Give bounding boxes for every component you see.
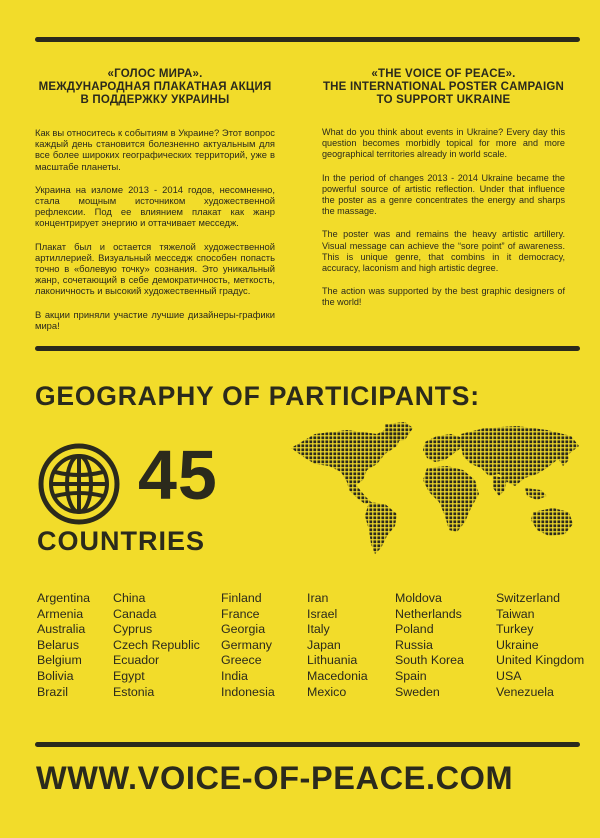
russian-column [35,68,275,343]
country-name: Italy [307,622,330,637]
english-title-line2: THE INTERNATIONAL POSTER CAMPAIGN [322,81,565,93]
world-map-icon [285,420,585,560]
country-name: Belgium [37,653,82,668]
country-name: Switzerland [496,591,561,605]
top-divider [35,37,580,42]
english-title [322,68,565,107]
country-name: Finland [221,591,262,605]
country-name: Taiwan [496,606,535,621]
countries-column-4 [307,591,368,700]
country-name: Estonia [113,684,155,699]
country-name: Spain [395,668,427,683]
countries-column-5 [395,591,464,700]
country-name: Moldova [395,591,442,605]
english-paragraph: The action was supported by the best graphic designers of the world! [322,286,565,308]
country-name: Czech Republic [113,637,200,652]
country-name: USA [496,668,522,683]
country-name: Venezuela [496,684,554,699]
english-paragraph: The poster was and remains the heavy artistic artillery. Visual message can achieve the “sore point” of awareness. This is unique genre, that combins in it democracy, accuracy, laconism and high artistic degree. [322,229,565,274]
country-name: Russia [395,637,433,652]
country-name: Canada [113,606,157,621]
country-name: Bolivia [37,668,74,683]
english-paragraph: What do you think about events in Ukraine? Every day this question becomes morbidly topical for more and more geographical territories already in world scale. [322,127,565,160]
country-name: Argentina [37,591,91,605]
countries-column-2 [113,591,200,700]
country-count: 45 [138,436,218,514]
country-name: Poland [395,622,434,637]
country-name: South Korea [395,653,464,668]
country-name: Sweden [395,684,440,699]
russian-paragraph: Плакат был и остается тяжелой художественной артиллерией. Визуальный месседж способен попасть точно в «болевую точку» сознания. Это уникальный жанр, сочетающий в себе демократичность, меткость, лаконичность и высокий художественный градус. [35,240,275,297]
country-name: Germany [221,637,272,652]
country-name: Egypt [113,668,145,683]
country-name: Ecuador [113,653,160,668]
english-column [322,68,565,321]
country-name: Turkey [496,622,534,637]
country-name: Indonesia [221,684,275,699]
russian-paragraph: В акции приняли участие лучшие дизайнеры-графики мира! [35,308,275,331]
countries-column-3 [221,591,275,700]
russian-title-line1: «ГОЛОС МИРА». [107,68,203,80]
bottom-divider [35,742,580,747]
country-name: Lithuania [307,653,358,668]
country-name: Cyprus [113,622,153,637]
country-name: Japan [307,637,341,652]
russian-title-line2: МЕЖДУНАРОДНАЯ ПЛАКАТНАЯ АКЦИЯ [38,81,272,93]
country-name: Netherlands [395,606,462,621]
country-name: Iran [307,591,329,605]
countries-column-6 [496,591,584,700]
middle-divider [35,346,580,351]
country-name: United Kingdom [496,653,585,668]
country-name: India [221,668,248,683]
country-name: Australia [37,622,86,637]
country-name: Ukraine [496,637,539,652]
country-name: France [221,606,260,621]
country-name: Brazil [37,684,68,699]
website-url: WWW.VOICE-OF-PEACE.COM [36,760,514,796]
countries-label: COUNTRIES [37,526,206,556]
country-name: Mexico [307,684,347,699]
countries-column-1 [37,591,90,700]
globe-icon [37,442,121,526]
russian-title-line3: В ПОДДЕРЖКУ УКРАИНЫ [80,94,230,106]
country-name: Armenia [37,606,84,621]
russian-title [35,68,275,107]
country-name: Georgia [221,622,266,637]
country-name: China [113,591,146,605]
russian-paragraph: Как вы относитесь к событиям в Украине? Этот вопрос каждый день становится болезненно актуальным для все более широких географических территорий, уже в масштабе планеты. [35,127,275,172]
russian-paragraph: Украина на изломе 2013 - 2014 годов, несомненно, стала мощным источником художественной рефлексии. Под ее влиянием плакат как жанр концентрирует энергию и оттачивает месседж. [35,183,275,229]
english-paragraph: In the period of changes 2013 - 2014 Ukraine became the powerful source of artistic reflection. Under that influence the poster as a genre concentrates the energy and sharps the massage. [322,172,565,217]
country-name: Macedonia [307,668,368,683]
country-name: Belarus [37,637,80,652]
country-name: Greece [221,653,262,668]
english-title-line1: «THE VOICE OF PEACE». [371,68,516,80]
english-title-line3: TO SUPPORT UKRAINE [376,94,511,106]
geography-title: GEOGRAPHY OF PARTICIPANTS: [35,381,480,411]
country-name: Israel [307,606,338,621]
